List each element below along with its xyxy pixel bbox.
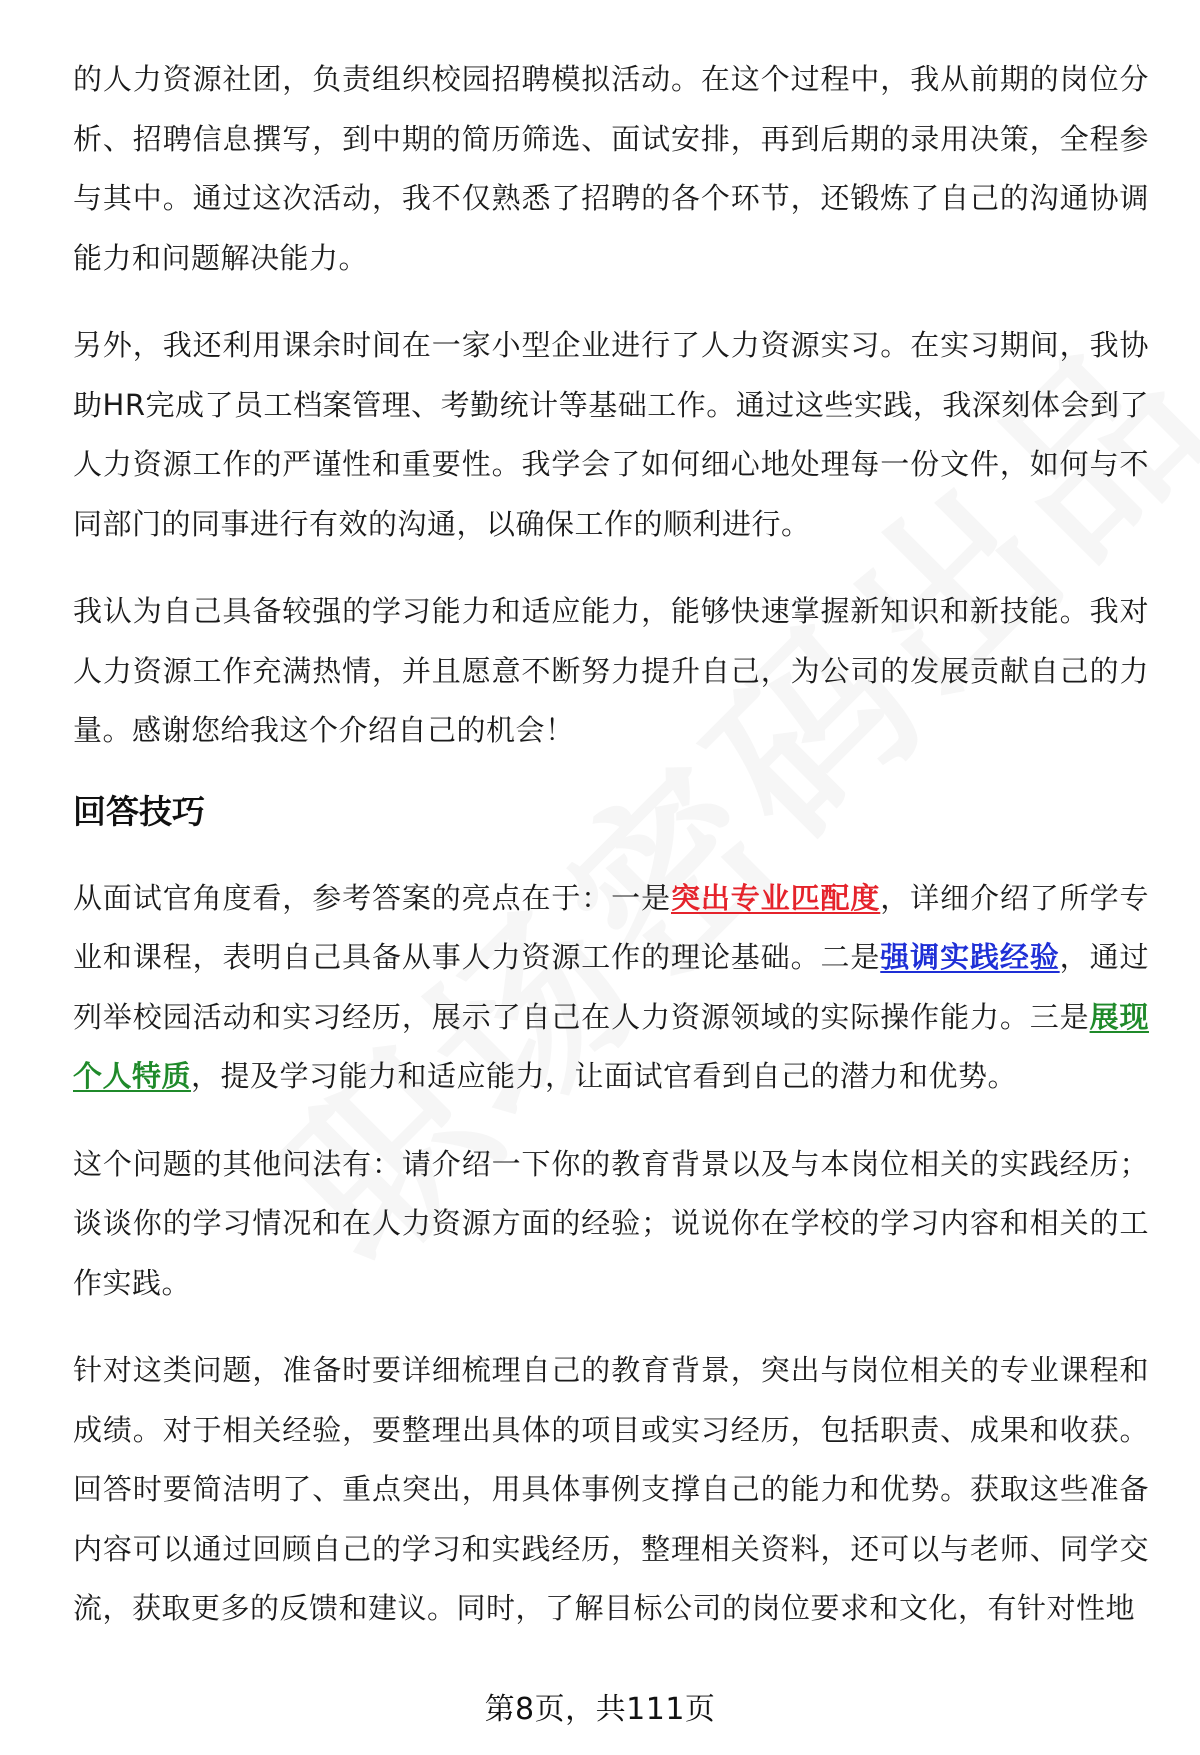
section-heading: 回答技巧: [73, 791, 205, 831]
highlight-practical-experience: 强调实践经验: [880, 940, 1060, 974]
paragraph-internship: 另外，我还利用课余时间在一家小型企业进行了人力资源实习。在实习期间，我协助HR完成了员工档案管理、考勤统计等基础工作。通过这些实践，我深刻体会到了人力资源工作的严谨性和重要性。我学会了如何细心地处理每一份文件，如何与不同部门的同事进行有效的沟通，以确保工作的顺利进行。: [73, 328, 1149, 541]
highlight-professional-match: 突出专业匹配度: [670, 880, 881, 915]
tips-text-3: ，通过列举校园活动和实习经历，展示了自己在人力资源领域的实际操作能力。三是: [73, 940, 1149, 1034]
document-page: [73, 50, 1149, 1667]
tips-text-2: ，详细介绍了所学专业和课程，表明自己具备从事人力资源工作的理论基础。二是: [73, 880, 1149, 974]
tips-text-4: ，提及学习能力和适应能力，让面试官看到自己的潜力和优势。: [191, 1059, 1018, 1093]
paragraph-answer-highlights: [73, 869, 1149, 1107]
paragraph-self-assessment: 我认为自己具备较强的学习能力和适应能力，能够快速掌握新知识和新技能。我对人力资源工作充满热情，并且愿意不断努力提升自己，为公司的发展贡献自己的力量。感谢您给我这个介绍自己的机会！: [73, 594, 1149, 747]
highlight-personal-traits: 展现个人特质: [73, 999, 1149, 1093]
paragraph-alternative-questions: 这个问题的其他问法有：请介绍一下你的教育背景以及与本岗位相关的实践经历；谈谈你的学习情况和在人力资源方面的经验；说说你在学校的学习内容和相关的工作实践。: [73, 1146, 1149, 1300]
page-number-footer: 第8页，共111页: [484, 1692, 716, 1727]
paragraph-campus-recruitment: 的人力资源社团，负责组织校园招聘模拟活动。在这个过程中，我从前期的岗位分析、招聘信息撰写，到中期的简历筛选、面试安排，再到后期的录用决策，全程参与其中。通过这次活动，我不仅熟悉了招聘的各个环节，还锻炼了自己的沟通协调能力和问题解决能力。: [73, 62, 1149, 275]
paragraph-preparation-advice: 针对这类问题，准备时要详细梳理自己的教育背景，突出与岗位相关的专业课程和成绩。对于相关经验，要整理出具体的项目或实习经历，包括职责、成果和收获。回答时要简洁明了、重点突出，用具体事例支撑自己的能力和优势。获取这些准备内容可以通过回顾自己的学习和实践经历，整理相关资料，还可以与老师、同学交流，获取更多的反馈和建议。同时，了解目标公司的岗位要求和文化，有针对性地: [73, 1353, 1149, 1625]
tips-text-1: 从面试官角度看，参考答案的亮点在于：一是: [73, 880, 671, 915]
